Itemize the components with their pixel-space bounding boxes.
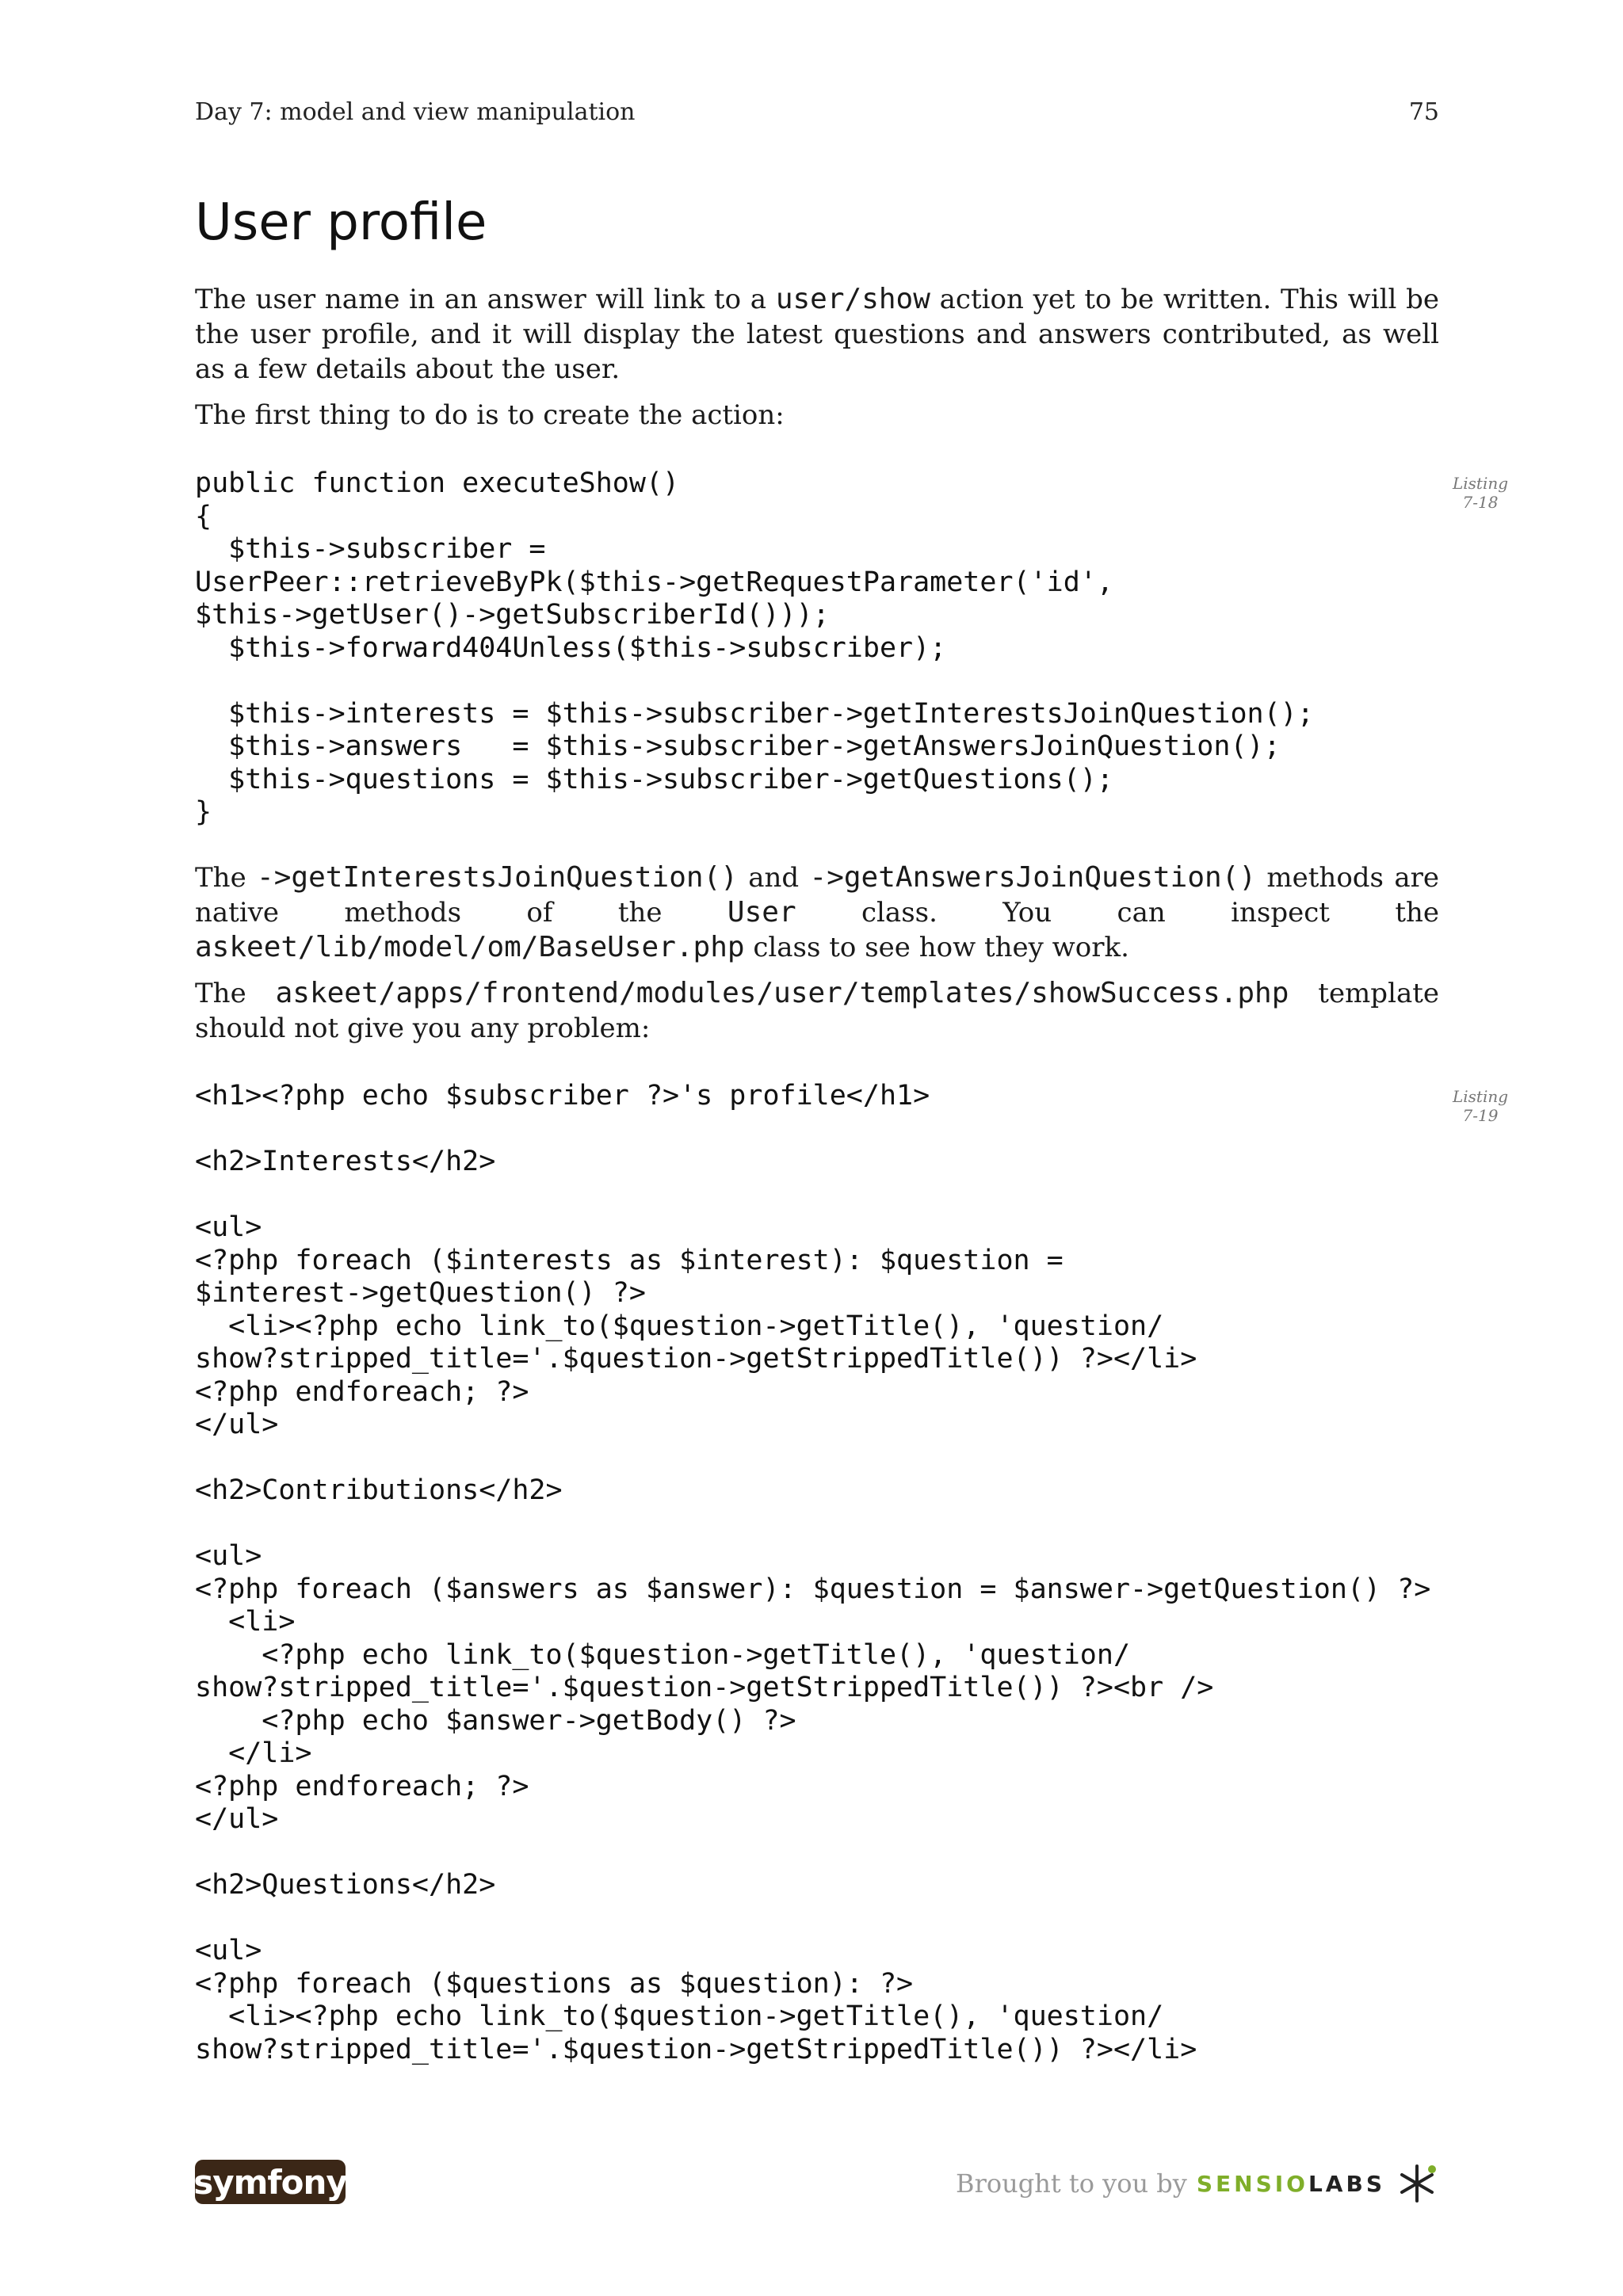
text: template should not give you any problem: bbox=[195, 978, 1439, 1044]
brought-to-you-text: Brought to you by bbox=[956, 2168, 1187, 2199]
text: The bbox=[195, 978, 276, 1009]
text: methods are native methods of the bbox=[195, 862, 1439, 929]
inline-code: ->getAnswersJoinQuestion() bbox=[809, 861, 1257, 894]
section-title: User profile bbox=[195, 193, 487, 252]
inline-code: User bbox=[727, 896, 796, 929]
text: class. You can inspect the bbox=[796, 897, 1439, 929]
paragraph-template bbox=[195, 976, 1439, 1046]
footer-credit bbox=[956, 2161, 1439, 2206]
text: action yet to be written. This will be the user profile, and it will display the latest questions and answers contributed, as well as a few details about the user. bbox=[195, 284, 1439, 385]
text: The user name in an answer will link to a bbox=[195, 284, 776, 315]
code-listing-7-18: public function executeShow() { $this->subscriber = UserPeer::retrieveByPk($this->getRequestParameter('id', $this->getUser()->getSubscriberId())); $this->forward404Unless($this->subscriber); $this->interests = $this->subscriber->getInterestsJoinQuestion(); $this->answers = $this->subscriber->getAnswersJoinQuestion(); $this->questions = $this->subscriber->getQuestions(); } bbox=[195, 467, 1314, 828]
listing-label-word: Listing bbox=[1452, 1087, 1509, 1106]
listing-label-number: 7-18 bbox=[1462, 493, 1499, 512]
text: The bbox=[195, 862, 258, 894]
chapter-title: Day 7: model and view manipulation bbox=[195, 98, 636, 126]
sensiolabs-mark-icon bbox=[1395, 2161, 1439, 2206]
listing-label-7-18 bbox=[1433, 474, 1528, 512]
paragraph-create-action: The first thing to do is to create the action: bbox=[195, 399, 785, 431]
symfony-logo: symfony bbox=[195, 2160, 346, 2204]
code-listing-7-19: <h1><?php echo $subscriber ?>'s profile</h1> <h2>Interests</h2> <ul> <?php foreach ($interests as $interest): $question = $interest->getQuestion() ?> <li><?php echo link_to($question->getTitle(), 'question/ show?stripped_title='.$question->getStrippedTitle()) ?></li> <?php endforeach; ?> </ul> <h2>Contributions</h2> <ul> <?php foreach ($answers as $answer): $question = $answer->getQuestion() ?> <li> <?php echo link_to($question->getTitle(), 'question/ show?stripped_title='.$question->getStrippedTitle()) ?><br /> <?php echo $answer->getBody() ?> </li> <?php endforeach; ?> </ul> <h2>Questions</h2> <ul> <?php foreach ($questions as $question): ?> <li><?php echo link_to($question->getTitle(), 'question/ show?stripped_title='.$question->getStrippedTitle()) ?></li> bbox=[195, 1080, 1431, 2065]
listing-label-7-19 bbox=[1433, 1087, 1528, 1125]
paragraph-native-methods bbox=[195, 860, 1439, 965]
text: class to see how they work. bbox=[744, 932, 1129, 963]
brand-part-sensio: SENSIO bbox=[1196, 2170, 1308, 2197]
inline-code: askeet/apps/frontend/modules/user/templates/showSuccess.php bbox=[275, 977, 1289, 1009]
listing-label-word: Listing bbox=[1452, 474, 1509, 493]
running-header bbox=[195, 98, 1439, 130]
paragraph-intro bbox=[195, 282, 1439, 387]
brand-part-labs: LABS bbox=[1308, 2170, 1385, 2197]
listing-label-number: 7-19 bbox=[1462, 1106, 1499, 1125]
inline-code: ->getInterestsJoinQuestion() bbox=[257, 861, 738, 894]
page-number: 75 bbox=[1408, 98, 1439, 126]
inline-code: askeet/lib/model/om/BaseUser.php bbox=[195, 931, 745, 963]
inline-code: user/show bbox=[775, 283, 930, 315]
text: and bbox=[737, 862, 810, 894]
sensiolabs-wordmark bbox=[1197, 2171, 1385, 2197]
